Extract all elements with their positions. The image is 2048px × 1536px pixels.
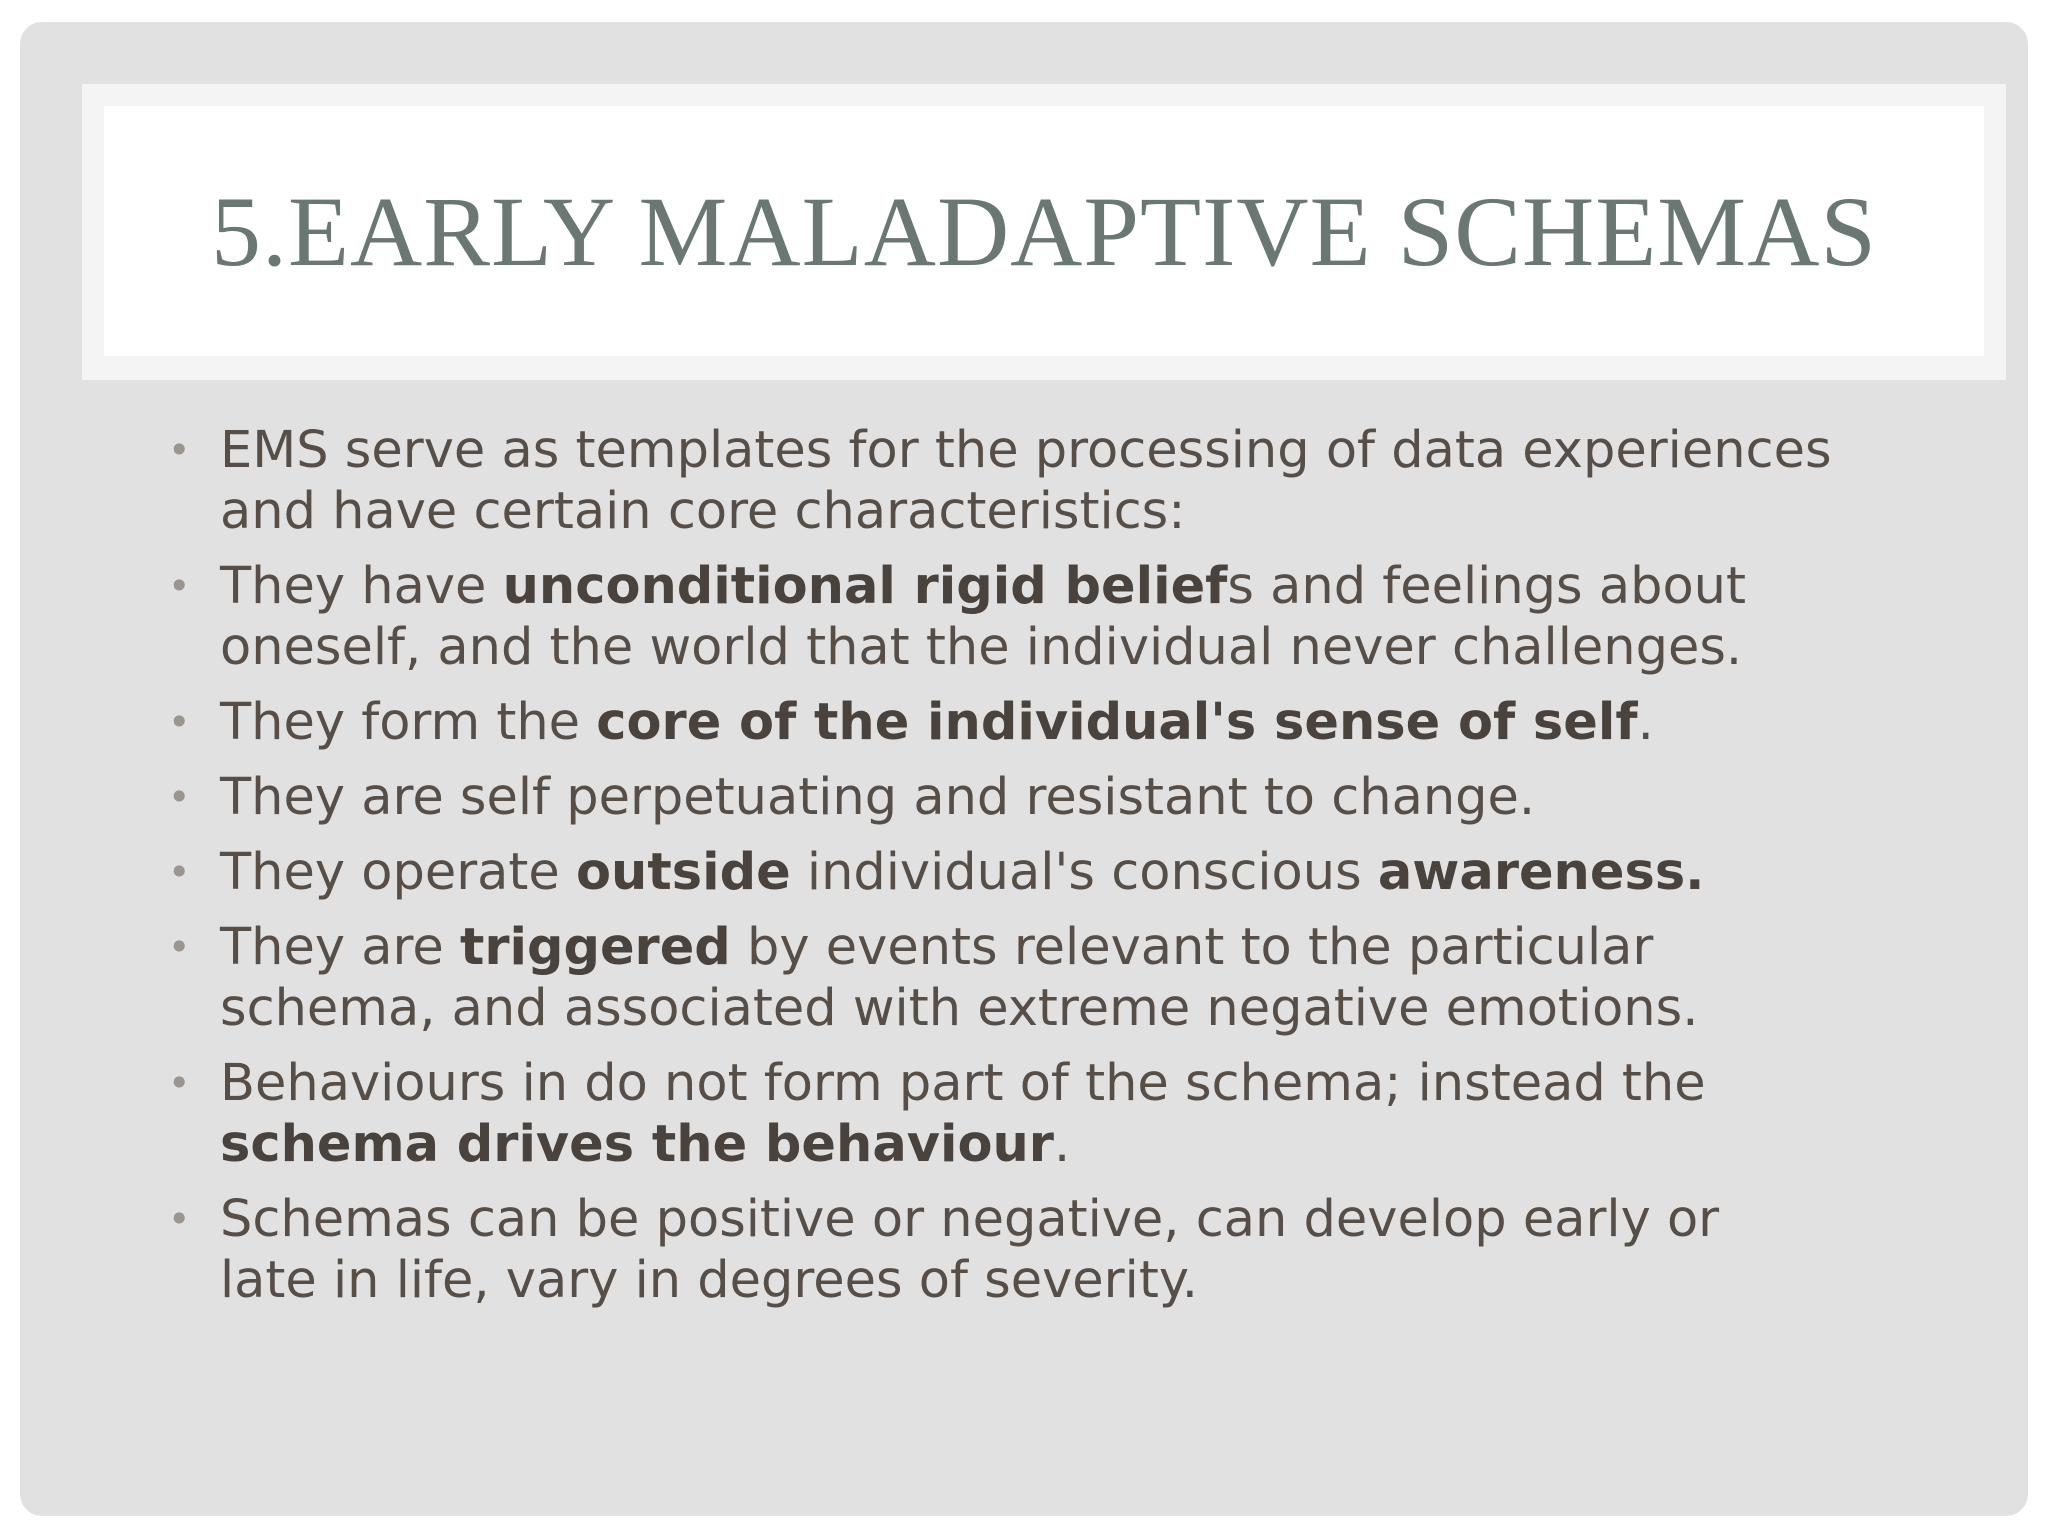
bullet-item <box>160 692 1960 753</box>
slide-title: 5.EARLY MALADAPTIVE SCHEMAS <box>210 175 1878 287</box>
emphasis: triggered <box>459 918 731 977</box>
bullet-line: late in life, vary in degrees of severity. <box>220 1251 1198 1310</box>
bullet-icon: • <box>168 925 191 969</box>
bullet-icon: • <box>168 775 191 819</box>
bullet-item <box>160 917 1960 1039</box>
emphasis: awareness. <box>1377 843 1705 902</box>
bullet-line: They operate outside individual's conscious awareness. <box>220 843 1705 902</box>
bullet-icon: • <box>168 428 191 472</box>
bullet-item <box>160 767 1960 828</box>
bullet-line: schema drives the behaviour. <box>220 1115 1071 1174</box>
bullet-item <box>160 1189 1960 1311</box>
bullet-line: Schemas can be positive or negative, can develop early or <box>220 1190 1720 1249</box>
bullet-line: oneself, and the world that the individual never challenges. <box>220 618 1743 677</box>
title-box <box>104 106 1984 356</box>
bullet-icon: • <box>168 700 191 744</box>
bullet-item <box>160 1053 1960 1175</box>
slide <box>20 22 2028 1516</box>
bullet-line: and have certain core characteristics: <box>220 482 1186 541</box>
bullet-list <box>160 420 1960 1325</box>
bullet-line: They form the core of the individual's sense of self. <box>220 693 1654 752</box>
bullet-item <box>160 556 1960 678</box>
emphasis: outside <box>576 843 791 902</box>
bullet-line: EMS serve as templates for the processing of data experiences <box>220 421 1832 480</box>
bullet-icon: • <box>168 564 191 608</box>
emphasis: core of the individual's sense of self <box>596 693 1638 752</box>
bullet-line: They are self perpetuating and resistant to change. <box>220 768 1536 827</box>
emphasis: schema drives the behaviour <box>220 1115 1054 1174</box>
emphasis: unconditional rigid belief <box>502 557 1228 616</box>
bullet-icon: • <box>168 1061 191 1105</box>
bullet-line: They have unconditional rigid beliefs and feelings about <box>220 557 1746 616</box>
bullet-icon: • <box>168 1197 191 1241</box>
bullet-line: schema, and associated with extreme negative emotions. <box>220 979 1699 1038</box>
bullet-icon: • <box>168 850 191 894</box>
bullet-item <box>160 842 1960 903</box>
bullet-line: They are triggered by events relevant to the particular <box>220 918 1654 977</box>
bullet-item <box>160 420 1960 542</box>
bullet-line: Behaviours in do not form part of the schema; instead the <box>220 1054 1706 1113</box>
